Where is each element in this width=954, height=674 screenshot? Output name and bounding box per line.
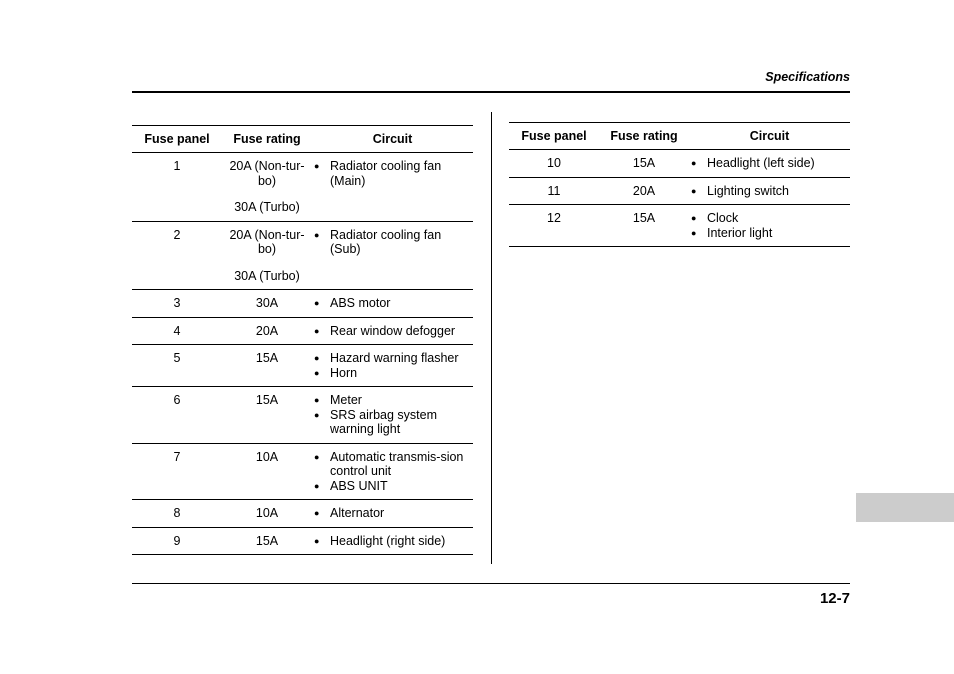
table-row <box>132 345 473 387</box>
fuse-panel-cell: 7 <box>132 443 222 500</box>
table-row <box>132 221 473 290</box>
circuit-list <box>312 393 473 437</box>
fuse-panel-cell: 12 <box>509 205 599 247</box>
page-number: 12-7 <box>819 590 850 607</box>
circuit-list <box>312 534 473 549</box>
circuit-item: ● Horn <box>312 366 473 381</box>
circuit-cell <box>312 317 473 345</box>
fuse-rating-cell <box>599 177 689 205</box>
fuse-rating: 20A <box>255 323 279 338</box>
chapter-tab <box>856 493 954 522</box>
circuit-item: ● Headlight (right side) <box>312 534 473 549</box>
table-row <box>509 150 850 178</box>
column-divider <box>491 112 492 564</box>
fuse-panel-cell: 3 <box>132 290 222 318</box>
fuse-rating: 10A <box>255 506 279 520</box>
table-row <box>509 205 850 247</box>
circuit-cell <box>312 443 473 500</box>
circuit-item: ● Rear window defogger <box>312 324 473 339</box>
fuse-rating-cell <box>222 387 312 444</box>
column-header-fuse-rating: Fuse rating <box>599 123 689 150</box>
circuit-list <box>312 228 473 257</box>
circuit-cell <box>689 150 850 178</box>
circuit-item: ● Meter <box>312 393 473 408</box>
table-row <box>132 500 473 528</box>
circuit-item: ● Interior light <box>689 226 850 241</box>
table-row <box>132 153 473 222</box>
fuse-rating-cell <box>222 345 312 387</box>
fuse-rating-cell <box>222 500 312 528</box>
fuse-panel-cell: 4 <box>132 317 222 345</box>
circuit-list <box>312 296 473 311</box>
circuit-cell <box>312 153 473 222</box>
circuit-list <box>312 450 473 494</box>
fuse-rating: 15A <box>632 211 656 225</box>
fuse-panel-cell: 2 <box>132 221 222 290</box>
fuse-rating-cell <box>222 317 312 345</box>
circuit-list <box>312 324 473 339</box>
circuit-item: ● Headlight (left side) <box>689 156 850 171</box>
fuse-panel-cell: 10 <box>509 150 599 178</box>
fuse-rating-cell <box>222 443 312 500</box>
column-header-fuse-panel: Fuse panel <box>509 123 599 150</box>
circuit-item: ● Alternator <box>312 506 473 521</box>
circuit-list <box>689 184 850 199</box>
circuit-item: ● Lighting switch <box>689 184 850 199</box>
circuit-list <box>312 159 473 188</box>
fuse-panel-cell: 5 <box>132 345 222 387</box>
footer-rule <box>132 583 850 584</box>
circuit-item: ● Clock <box>689 211 850 226</box>
fuse-panel-cell: 8 <box>132 500 222 528</box>
circuit-item: ● ABS UNIT <box>312 479 473 494</box>
circuit-list <box>312 351 473 380</box>
table-row <box>132 527 473 555</box>
fuse-rating: 15A <box>255 393 279 407</box>
column-header-circuit: Circuit <box>689 123 850 150</box>
table-row <box>132 443 473 500</box>
fuse-rating: 20A <box>632 183 656 198</box>
fuse-rating-cell <box>222 153 312 222</box>
circuit-cell <box>312 527 473 555</box>
circuit-item: ● Hazard warning flasher <box>312 351 473 366</box>
fuse-table-left <box>132 125 473 555</box>
fuse-rating-cell <box>222 290 312 318</box>
circuit-cell <box>312 345 473 387</box>
fuse-rating: 30A (Turbo) <box>234 268 300 283</box>
fuse-rating-cell <box>599 205 689 247</box>
circuit-item: ● Radiator cooling fan (Sub) <box>312 228 473 257</box>
table-row <box>132 387 473 444</box>
circuit-list <box>312 506 473 521</box>
circuit-item: ● Automatic transmis-sion control unit <box>312 450 473 479</box>
column-header-fuse-panel: Fuse panel <box>132 126 222 153</box>
column-header-fuse-rating: Fuse rating <box>222 126 312 153</box>
table-row <box>509 177 850 205</box>
fuse-rating: 15A <box>255 533 279 548</box>
fuse-rating-cell <box>222 221 312 290</box>
circuit-item: ● ABS motor <box>312 296 473 311</box>
section-title: Specifications <box>765 70 850 84</box>
fuse-panel-cell: 11 <box>509 177 599 205</box>
fuse-table-right <box>509 122 850 247</box>
circuit-item: ● Radiator cooling fan (Main) <box>312 159 473 188</box>
circuit-item: ● SRS airbag system warning light <box>312 408 473 437</box>
fuse-rating-cell <box>599 150 689 178</box>
table-row <box>132 290 473 318</box>
fuse-panel-cell: 9 <box>132 527 222 555</box>
circuit-cell <box>312 500 473 528</box>
fuse-rating: 30A (Turbo) <box>234 200 300 214</box>
header-rule <box>132 91 850 93</box>
circuit-cell <box>689 205 850 247</box>
circuit-cell <box>312 290 473 318</box>
circuit-cell <box>312 221 473 290</box>
fuse-rating: 20A (Non-tur-bo) <box>229 159 305 188</box>
fuse-rating: 15A <box>255 351 279 365</box>
column-header-circuit: Circuit <box>312 126 473 153</box>
circuit-list <box>689 211 850 240</box>
circuit-cell <box>312 387 473 444</box>
circuit-cell <box>689 177 850 205</box>
fuse-panel-cell: 6 <box>132 387 222 444</box>
circuit-list <box>689 156 850 171</box>
table-row <box>132 317 473 345</box>
fuse-rating-cell <box>222 527 312 555</box>
fuse-rating: 15A <box>632 156 656 170</box>
fuse-panel-cell: 1 <box>132 153 222 222</box>
fuse-rating: 10A <box>255 449 279 464</box>
fuse-rating: 20A (Non-tur-bo) <box>229 227 305 256</box>
fuse-rating: 30A <box>255 296 279 310</box>
